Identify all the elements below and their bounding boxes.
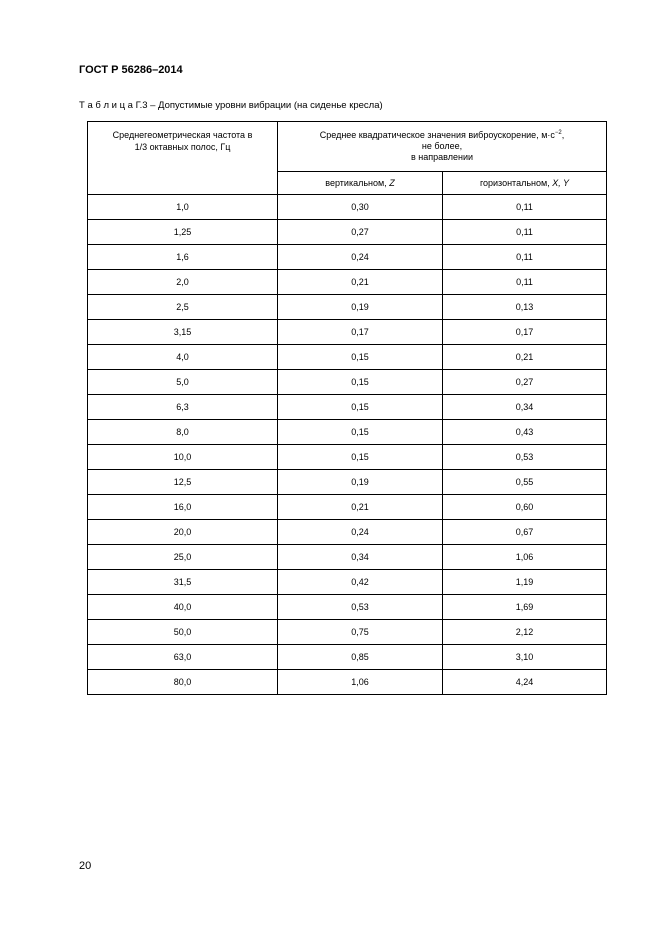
cell-frequency: 2,5 [88,295,278,320]
cell-horizontal: 0,67 [443,520,607,545]
table-row [88,395,607,420]
table-row [88,220,607,245]
table-row [88,495,607,520]
header-vertical [278,172,443,195]
header-frequency-line1: Среднегеометрическая частота в [112,130,253,140]
cell-horizontal: 0,27 [443,370,607,395]
cell-vertical: 0,24 [278,520,443,545]
cell-vertical: 0,15 [278,420,443,445]
cell-vertical: 0,27 [278,220,443,245]
cell-frequency: 5,0 [88,370,278,395]
header-acceleration-line1: Среднее квадратическое значения виброускорение, м·с [319,130,555,140]
document-id: ГОСТ Р 56286–2014 [79,64,183,76]
table-row [88,645,607,670]
cell-horizontal: 0,17 [443,320,607,345]
cell-vertical: 0,17 [278,320,443,345]
cell-frequency: 50,0 [88,620,278,645]
cell-vertical: 0,42 [278,570,443,595]
cell-horizontal: 0,43 [443,420,607,445]
cell-vertical: 0,85 [278,645,443,670]
cell-frequency: 2,0 [88,270,278,295]
cell-horizontal: 0,11 [443,220,607,245]
table-row [88,345,607,370]
cell-vertical: 1,06 [278,670,443,695]
header-frequency [88,122,278,195]
table-row [88,595,607,620]
cell-vertical: 0,24 [278,245,443,270]
header-acceleration-line2: не более, [421,141,463,151]
cell-frequency: 8,0 [88,420,278,445]
header-acceleration [278,122,607,172]
cell-horizontal: 4,24 [443,670,607,695]
cell-vertical: 0,19 [278,295,443,320]
cell-horizontal: 3,10 [443,645,607,670]
cell-horizontal: 1,69 [443,595,607,620]
cell-vertical: 0,15 [278,395,443,420]
header-frequency-line2: 1/3 октавных полос, Гц [134,142,231,152]
cell-horizontal: 2,12 [443,620,607,645]
cell-vertical: 0,21 [278,495,443,520]
table-row [88,195,607,220]
cell-horizontal: 0,21 [443,345,607,370]
table-row [88,420,607,445]
cell-vertical: 0,19 [278,470,443,495]
header-horizontal [443,172,607,195]
table-body [88,195,607,695]
table-row [88,445,607,470]
cell-horizontal: 0,60 [443,495,607,520]
cell-frequency: 3,15 [88,320,278,345]
cell-frequency: 4,0 [88,345,278,370]
cell-frequency: 20,0 [88,520,278,545]
header-acceleration-exponent: −2 [554,130,562,136]
cell-vertical: 0,30 [278,195,443,220]
cell-frequency: 40,0 [88,595,278,620]
cell-horizontal: 0,11 [443,195,607,220]
table-row [88,320,607,345]
cell-vertical: 0,53 [278,595,443,620]
table-row [88,470,607,495]
header-vertical-label: вертикальном, Z [325,178,395,188]
vibration-table [87,121,607,695]
table-row [88,245,607,270]
table-row [88,520,607,545]
cell-horizontal: 0,11 [443,245,607,270]
cell-frequency: 6,3 [88,395,278,420]
table-caption: Т а б л и ц а Г.3 – Допустимые уровни вибрации (на сиденье кресла) [79,100,383,111]
cell-frequency: 80,0 [88,670,278,695]
cell-frequency: 16,0 [88,495,278,520]
cell-horizontal: 0,53 [443,445,607,470]
cell-vertical: 0,15 [278,445,443,470]
table-row [88,670,607,695]
table-row [88,295,607,320]
cell-frequency: 1,0 [88,195,278,220]
table-row [88,545,607,570]
cell-vertical: 0,75 [278,620,443,645]
table-row [88,370,607,395]
cell-frequency: 1,6 [88,245,278,270]
cell-frequency: 1,25 [88,220,278,245]
cell-vertical: 0,34 [278,545,443,570]
cell-horizontal: 0,55 [443,470,607,495]
table-row [88,570,607,595]
header-horizontal-label: горизонтальном, X, Y [479,178,570,188]
header-acceleration-comma: , [561,130,565,140]
cell-frequency: 31,5 [88,570,278,595]
cell-frequency: 63,0 [88,645,278,670]
cell-vertical: 0,15 [278,345,443,370]
table-row [88,270,607,295]
page-number: 20 [79,860,92,872]
table-row [88,620,607,645]
cell-vertical: 0,15 [278,370,443,395]
cell-horizontal: 1,06 [443,545,607,570]
cell-vertical: 0,21 [278,270,443,295]
cell-horizontal: 0,11 [443,270,607,295]
cell-horizontal: 0,34 [443,395,607,420]
header-acceleration-line3: в направлении [411,152,473,162]
cell-horizontal: 0,13 [443,295,607,320]
cell-frequency: 10,0 [88,445,278,470]
cell-frequency: 25,0 [88,545,278,570]
cell-frequency: 12,5 [88,470,278,495]
cell-horizontal: 1,19 [443,570,607,595]
